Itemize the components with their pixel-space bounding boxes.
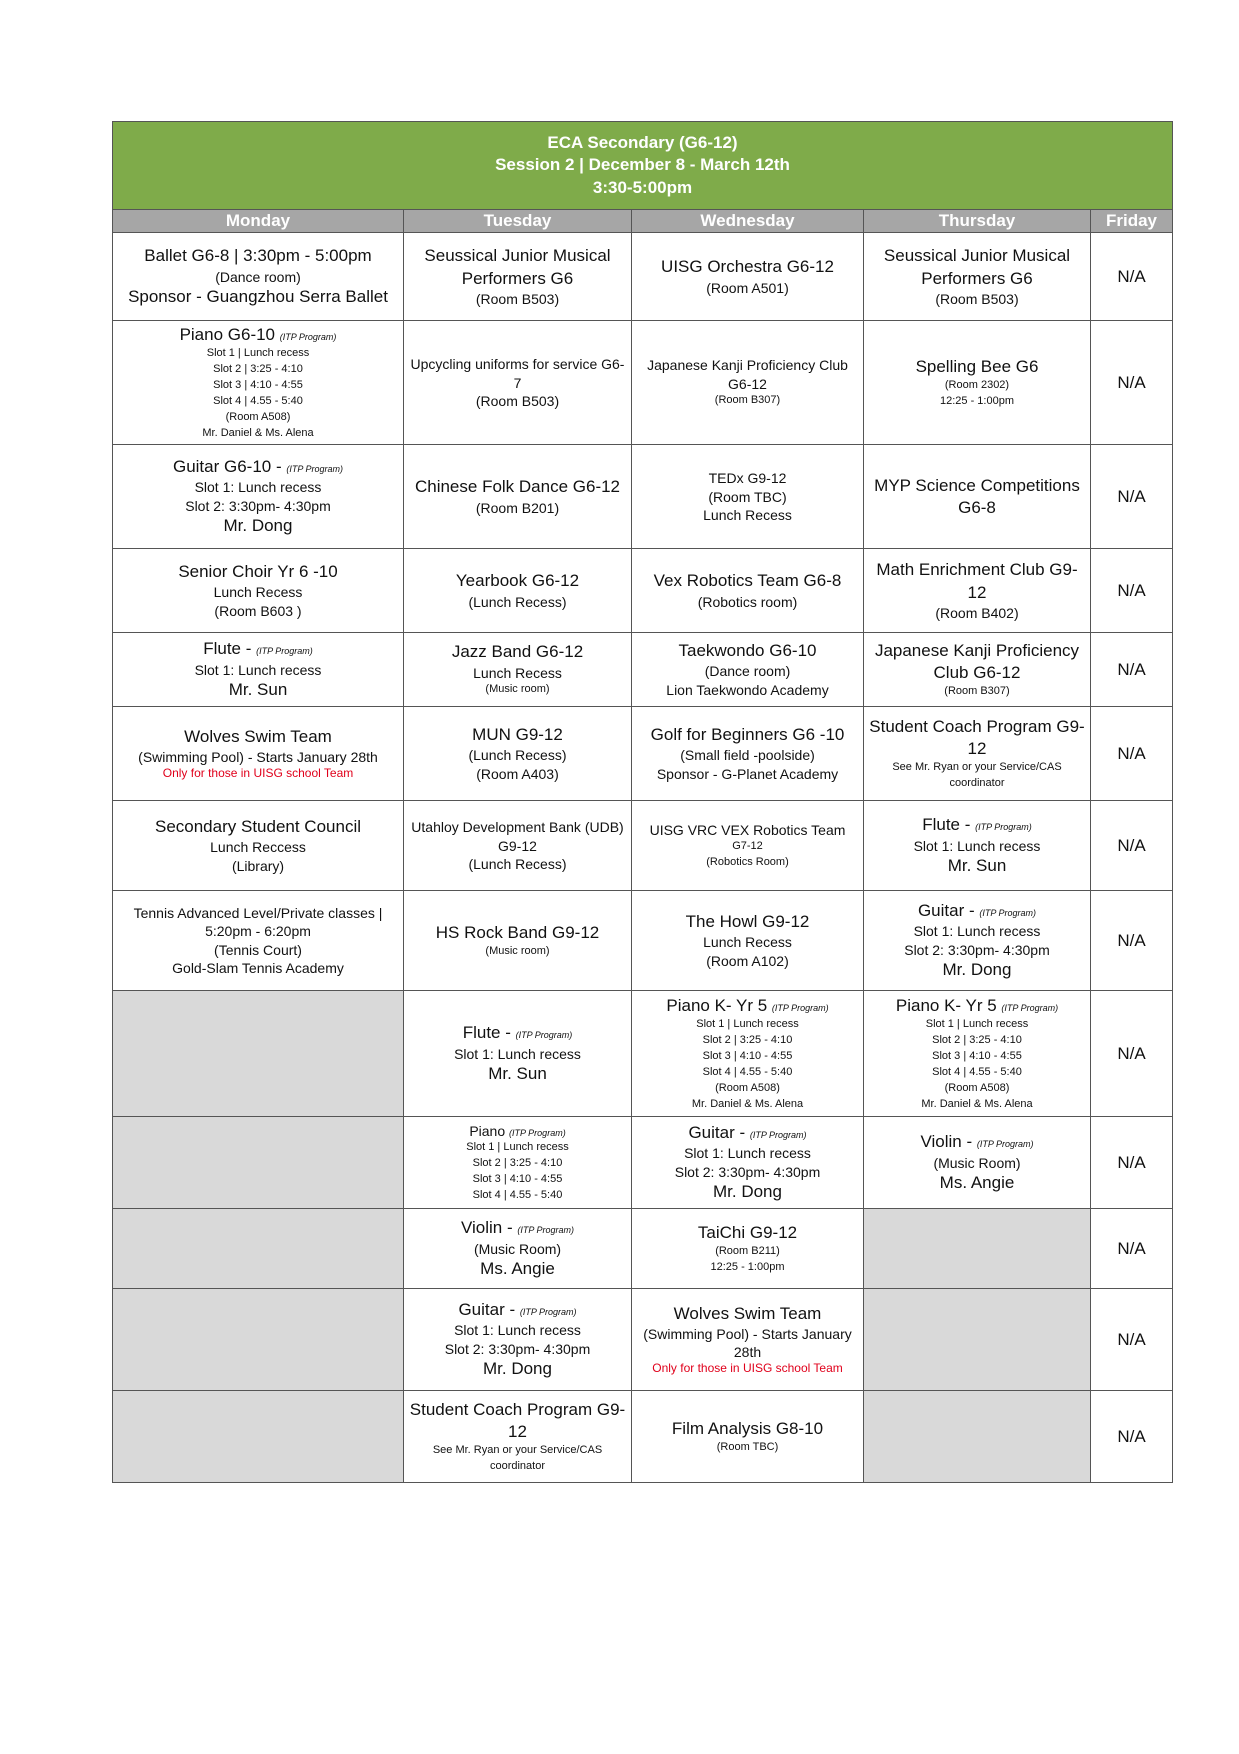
activity-detail: (Room B211) <box>715 1244 780 1257</box>
activity-detail: Mr. Dong <box>483 1358 552 1378</box>
activity-detail: (Room B603 ) <box>214 602 302 619</box>
activity-cell-friday <box>1091 1117 1173 1209</box>
activity-detail: Lunch Recess <box>473 664 562 681</box>
activity-title: UISG Orchestra G6-12 <box>661 257 834 277</box>
empty-cell-monday <box>113 1117 404 1209</box>
empty-cell-monday <box>113 1289 404 1391</box>
activity-cell-wednesday <box>632 1391 864 1483</box>
activity-detail: (Room B307) <box>714 393 781 406</box>
activity-detail: (Room TBC) <box>716 1440 779 1453</box>
activity-detail: Only for those in UISG school Team <box>162 765 354 780</box>
activity-cell-friday <box>1091 1289 1173 1391</box>
friday-status: N/A <box>1117 1329 1146 1349</box>
activity-title: Piano K- Yr 5 (ITP Program) <box>895 995 1059 1015</box>
activity-title: Film Analysis G8-10 <box>671 1418 824 1438</box>
empty-cell-thursday <box>864 1289 1091 1391</box>
activity-cell-friday <box>1091 707 1173 801</box>
program-tag: (ITP Program) <box>515 1030 573 1041</box>
schedule-row <box>113 1391 1173 1483</box>
activity-detail: (Room B201) <box>475 499 560 516</box>
activity-detail: (Room B402) <box>935 604 1019 621</box>
activity-detail: (Room B503) <box>475 290 560 307</box>
friday-status: N/A <box>1117 743 1146 763</box>
activity-detail: 12:25 - 1:00pm <box>710 1260 785 1273</box>
activity-detail: (Tennis Court) <box>214 941 302 958</box>
program-tag: (ITP Program) <box>771 1002 829 1013</box>
activity-title: The Howl G9-12 <box>685 912 810 932</box>
activity-title: Seussical Junior Musical Performers G6 <box>883 246 1071 288</box>
activity-detail: Mr. Dong <box>223 515 293 535</box>
activity-title: Violin - (ITP Program) <box>460 1218 575 1238</box>
activity-cell-wednesday <box>632 321 864 445</box>
activity-title: Guitar - (ITP Program) <box>688 1123 807 1143</box>
activity-cell-wednesday <box>632 1117 864 1209</box>
activity-detail: (Lunch Recess) <box>468 747 567 764</box>
activity-detail: Mr. Sun <box>947 855 1007 875</box>
activity-detail: Only for those in UISG school Team <box>652 1361 843 1376</box>
activity-cell-friday <box>1091 801 1173 891</box>
activity-title: Senior Choir Yr 6 -10 <box>178 562 338 582</box>
activity-detail: Lunch Recess <box>703 506 792 523</box>
activity-detail: (Room B503) <box>475 392 560 409</box>
activity-title: Japanese Kanji Proficiency Club G6-12 <box>647 357 848 392</box>
activity-detail: (Room TBC) <box>708 488 787 505</box>
activity-cell-monday <box>113 321 404 445</box>
activity-cell-tuesday <box>404 1289 632 1391</box>
activity-cell-thursday <box>864 321 1091 445</box>
activity-detail: Slot 2 | 3:25 - 4:10 <box>472 1156 563 1169</box>
schedule-row <box>113 1209 1173 1289</box>
activity-detail: (Room A508) <box>225 410 291 423</box>
day-wednesday: Wednesday <box>632 210 864 233</box>
activity-cell-friday <box>1091 891 1173 991</box>
activity-cell-wednesday <box>632 1209 864 1289</box>
activity-cell-thursday <box>864 707 1091 801</box>
day-header-row <box>113 210 1173 233</box>
program-tag: (ITP Program) <box>509 1127 566 1138</box>
activity-detail: (Room A508) <box>715 1081 780 1094</box>
activity-detail: Slot 1: Lunch recess <box>194 661 322 678</box>
activity-detail: Slot 1 | Lunch recess <box>206 346 310 359</box>
friday-status: N/A <box>1117 486 1146 506</box>
activity-cell-friday <box>1091 321 1173 445</box>
activity-cell-thursday <box>864 233 1091 321</box>
activity-cell-friday <box>1091 233 1173 321</box>
friday-status: N/A <box>1117 1238 1146 1258</box>
activity-title: Piano (ITP Program) <box>469 1122 566 1139</box>
friday-status: N/A <box>1117 1426 1146 1446</box>
program-tag: (ITP Program) <box>979 908 1037 919</box>
friday-status: N/A <box>1117 580 1146 600</box>
title-line-2: Session 2 | December 8 - March 12th <box>495 155 790 175</box>
activity-title: Student Coach Program G9-12 <box>869 716 1085 758</box>
activity-cell-wednesday <box>632 891 864 991</box>
day-tuesday: Tuesday <box>404 210 632 233</box>
activity-title: Flute - (ITP Program) <box>462 1023 573 1043</box>
program-tag: (ITP Program) <box>749 1130 807 1141</box>
activity-title: Upcycling uniforms for service G6-7 <box>410 356 625 391</box>
activity-detail: Lion Taekwondo Academy <box>666 681 829 698</box>
activity-detail: Lunch Reccess <box>210 839 306 856</box>
activity-title: Vex Robotics Team G6-8 <box>653 571 842 591</box>
program-tag: (ITP Program) <box>975 822 1032 833</box>
schedule-row <box>113 707 1173 801</box>
activity-detail: Slot 3 | 4:10 - 4:55 <box>932 1049 1022 1062</box>
schedule-row <box>113 991 1173 1117</box>
activity-detail: (Robotics room) <box>697 593 798 610</box>
activity-detail: Slot 2 | 3:25 - 4:10 <box>213 362 303 375</box>
activity-detail: Ms. Angie <box>480 1258 555 1278</box>
activity-cell-tuesday <box>404 891 632 991</box>
activity-cell-friday <box>1091 1391 1173 1483</box>
activity-detail: Lunch Recess <box>213 584 303 601</box>
activity-title: Utahloy Development Bank (UDB) <box>411 819 624 836</box>
activity-title: Guitar - (ITP Program) <box>458 1300 577 1320</box>
schedule-row <box>113 801 1173 891</box>
activity-title: Flute - (ITP Program) <box>203 639 313 659</box>
empty-cell-monday <box>113 1209 404 1289</box>
activity-cell-monday <box>113 549 404 633</box>
activity-detail: 12:25 - 1:00pm <box>940 394 1014 407</box>
activity-title: Piano G6-10 (ITP Program) <box>179 324 337 344</box>
program-tag: (ITP Program) <box>256 646 313 657</box>
activity-title: Secondary Student Council <box>154 817 362 837</box>
activity-detail: Slot 1: Lunch recess <box>454 1045 581 1062</box>
activity-detail: Sponsor - Guangzhou Serra Ballet <box>128 286 388 306</box>
activity-detail: (Room A501) <box>706 279 789 296</box>
activity-cell-thursday <box>864 991 1091 1117</box>
activity-detail: Slot 4 | 4.55 - 5:40 <box>213 394 303 407</box>
activity-detail: Slot 1: Lunch recess <box>913 923 1041 940</box>
eca-schedule-table <box>112 121 1173 1483</box>
activity-cell-wednesday <box>632 1289 864 1391</box>
activity-cell-thursday <box>864 445 1091 549</box>
activity-cell-friday <box>1091 991 1173 1117</box>
activity-title: TEDx G9-12 <box>708 470 787 487</box>
activity-detail: (Room A102) <box>706 952 789 969</box>
activity-detail: (Room 2302) <box>944 378 1010 391</box>
activity-cell-monday <box>113 633 404 707</box>
activity-detail: (Dance room) <box>704 663 791 680</box>
activity-detail: Slot 3 | 4:10 - 4:55 <box>702 1049 793 1062</box>
program-tag: (ITP Program) <box>976 1139 1034 1150</box>
friday-status: N/A <box>1117 659 1146 679</box>
activity-detail: Slot 2 | 3:25 - 4:10 <box>702 1033 793 1046</box>
activity-title: Taekwondo G6-10 <box>678 641 817 661</box>
activity-detail: (Lunch Recess) <box>468 593 567 610</box>
activity-detail: (Lunch Recess) <box>468 855 567 872</box>
activity-cell-tuesday <box>404 233 632 321</box>
activity-detail: Mr. Dong <box>942 959 1012 979</box>
activity-detail: See Mr. Ryan or your Service/CAS coordinator <box>892 760 1062 789</box>
activity-detail: Slot 1: Lunch recess <box>684 1145 811 1162</box>
activity-detail: (Music room) <box>485 682 550 695</box>
activity-detail: Slot 1: Lunch recess <box>194 479 322 496</box>
activity-detail: G7-12 <box>732 839 763 852</box>
activity-cell-monday <box>113 233 404 321</box>
activity-detail: Slot 2: 3:30pm- 4:30pm <box>185 497 331 514</box>
activity-cell-thursday <box>864 801 1091 891</box>
activity-detail: Slot 2 | 3:25 - 4:10 <box>932 1033 1022 1046</box>
activity-cell-tuesday <box>404 707 632 801</box>
activity-title: HS Rock Band G9-12 <box>435 922 600 942</box>
friday-status: N/A <box>1117 266 1146 286</box>
activity-title: UISG VRC VEX Robotics Team <box>649 821 846 838</box>
program-tag: (ITP Program) <box>1001 1002 1059 1013</box>
program-tag: (ITP Program) <box>286 464 344 475</box>
friday-status: N/A <box>1117 930 1146 950</box>
activity-cell-tuesday <box>404 1209 632 1289</box>
activity-title: TaiChi G9-12 <box>697 1222 798 1242</box>
activity-detail: (Room A508) <box>944 1081 1010 1094</box>
activity-detail: (Library) <box>231 857 285 874</box>
program-tag: (ITP Program) <box>519 1307 577 1318</box>
activity-cell-thursday <box>864 1117 1091 1209</box>
empty-cell-thursday <box>864 1209 1091 1289</box>
activity-title: Jazz Band G6-12 <box>451 642 584 662</box>
activity-detail: (Music Room) <box>933 1154 1021 1171</box>
activity-cell-monday <box>113 707 404 801</box>
schedule-row <box>113 1117 1173 1209</box>
activity-cell-wednesday <box>632 991 864 1117</box>
friday-status: N/A <box>1117 372 1146 392</box>
activity-detail: Slot 1 | Lunch recess <box>925 1017 1029 1030</box>
empty-cell-monday <box>113 991 404 1117</box>
day-thursday: Thursday <box>864 210 1091 233</box>
activity-detail: (Music Room) <box>473 1240 562 1257</box>
activity-cell-wednesday <box>632 633 864 707</box>
activity-title: Japanese Kanji Proficiency Club G6-12 <box>874 640 1080 682</box>
program-tag: (ITP Program) <box>517 1225 575 1236</box>
title-line-3: 3:30-5:00pm <box>592 177 693 197</box>
activity-detail: (Room A403) <box>476 765 559 782</box>
activity-detail: G6-8 <box>958 497 996 517</box>
friday-status: N/A <box>1117 835 1146 855</box>
activity-cell-monday <box>113 445 404 549</box>
activity-detail: Slot 2: 3:30pm- 4:30pm <box>904 941 1050 958</box>
schedule-row <box>113 633 1173 707</box>
activity-detail: Slot 1: Lunch recess <box>454 1322 581 1339</box>
activity-detail: Mr. Sun <box>488 1063 547 1083</box>
activity-title: Student Coach Program G9-12 <box>409 1399 626 1441</box>
activity-cell-wednesday <box>632 801 864 891</box>
activity-cell-wednesday <box>632 549 864 633</box>
activity-cell-tuesday <box>404 991 632 1117</box>
activity-title: Seussical Junior Musical Performers G6 <box>424 246 611 288</box>
activity-detail: Slot 2: 3:30pm- 4:30pm <box>444 1340 591 1357</box>
schedule-row <box>113 321 1173 445</box>
activity-cell-wednesday <box>632 445 864 549</box>
schedule-row <box>113 549 1173 633</box>
activity-title: Guitar G6-10 - (ITP Program) <box>172 457 344 477</box>
empty-cell-monday <box>113 1391 404 1483</box>
program-tag: (ITP Program) <box>279 331 337 342</box>
activity-detail: (Swimming Pool) - Starts January 28th <box>643 1325 852 1360</box>
activity-cell-wednesday <box>632 233 864 321</box>
activity-title: Chinese Folk Dance G6-12 <box>414 477 621 497</box>
friday-status: N/A <box>1117 1043 1146 1063</box>
activity-title: Piano K- Yr 5 (ITP Program) <box>666 995 829 1015</box>
activity-detail: (Robotics Room) <box>706 855 789 868</box>
schedule-body <box>113 233 1173 1483</box>
activity-detail: Slot 4 | 4.55 - 5:40 <box>932 1065 1022 1078</box>
activity-cell-tuesday <box>404 1117 632 1209</box>
activity-detail: See Mr. Ryan or your Service/CAS coordinator <box>432 1443 603 1472</box>
activity-detail: Slot 4 | 4.55 - 5:40 <box>702 1065 793 1078</box>
activity-detail: Slot 2: 3:30pm- 4:30pm <box>674 1163 821 1180</box>
activity-detail: Mr. Sun <box>228 679 288 699</box>
schedule-row <box>113 891 1173 991</box>
activity-detail: Slot 3 | 4:10 - 4:55 <box>472 1172 563 1185</box>
schedule-row <box>113 445 1173 549</box>
activity-detail: Mr. Daniel & Ms. Alena <box>202 426 314 439</box>
activity-cell-tuesday <box>404 549 632 633</box>
activity-cell-friday <box>1091 445 1173 549</box>
activity-title: Spelling Bee G6 <box>915 356 1039 376</box>
activity-title: Guitar - (ITP Program) <box>917 901 1037 921</box>
activity-title: MUN G9-12 <box>472 725 563 745</box>
activity-cell-tuesday <box>404 1391 632 1483</box>
day-friday: Friday <box>1091 210 1173 233</box>
activity-title: MYP Science Competitions <box>874 475 1080 495</box>
activity-cell-thursday <box>864 633 1091 707</box>
activity-title: Wolves Swim Team <box>184 726 332 746</box>
activity-detail: Lunch Recess <box>703 934 792 951</box>
activity-cell-thursday <box>864 549 1091 633</box>
activity-detail: (Swimming Pool) - Starts January 28th <box>138 748 378 765</box>
activity-title: Golf for Beginners G6 -10 <box>650 725 845 745</box>
activity-cell-tuesday <box>404 321 632 445</box>
activity-detail: (Music room) <box>485 944 550 957</box>
activity-detail: Slot 4 | 4.55 - 5:40 <box>472 1188 563 1201</box>
activity-cell-tuesday <box>404 445 632 549</box>
activity-cell-monday <box>113 801 404 891</box>
activity-detail: Mr. Daniel & Ms. Alena <box>691 1097 804 1110</box>
activity-detail: Slot 1: Lunch recess <box>913 837 1041 854</box>
activity-cell-wednesday <box>632 707 864 801</box>
friday-status: N/A <box>1117 1152 1146 1172</box>
activity-detail: (Room B307) <box>944 684 1010 697</box>
title-line-1: ECA Secondary (G6-12) <box>547 133 738 153</box>
activity-detail: (Room B503) <box>935 290 1019 307</box>
activity-detail: G9-12 <box>498 837 537 854</box>
activity-detail: Mr. Daniel & Ms. Alena <box>921 1097 1033 1110</box>
activity-detail: Gold-Slam Tennis Academy <box>172 959 344 976</box>
activity-detail: Ms. Angie <box>939 1172 1015 1192</box>
activity-cell-tuesday <box>404 801 632 891</box>
activity-detail: (Dance room) <box>215 268 301 285</box>
activity-cell-thursday <box>864 891 1091 991</box>
activity-detail: Slot 1 | Lunch recess <box>696 1017 799 1030</box>
schedule-title <box>113 122 1173 210</box>
activity-cell-friday <box>1091 633 1173 707</box>
activity-detail: (Small field -poolside) <box>680 747 815 764</box>
activity-cell-tuesday <box>404 633 632 707</box>
activity-detail: Sponsor - G-Planet Academy <box>656 765 839 782</box>
schedule-row <box>113 233 1173 321</box>
schedule-row <box>113 1289 1173 1391</box>
activity-title: Math Enrichment Club G9-12 <box>876 560 1078 602</box>
activity-detail: Mr. Dong <box>713 1181 782 1201</box>
activity-title: Flute - (ITP Program) <box>922 815 1032 835</box>
activity-title: Wolves Swim Team <box>673 1303 822 1323</box>
activity-title: Violin - (ITP Program) <box>920 1132 1034 1152</box>
activity-title: Ballet G6-8 | 3:30pm - 5:00pm <box>144 246 372 266</box>
empty-cell-thursday <box>864 1391 1091 1483</box>
activity-cell-friday <box>1091 549 1173 633</box>
day-monday: Monday <box>113 210 404 233</box>
activity-detail: Slot 3 | 4:10 - 4:55 <box>213 378 303 391</box>
activity-cell-friday <box>1091 1209 1173 1289</box>
activity-cell-monday <box>113 891 404 991</box>
activity-title: Yearbook G6-12 <box>455 571 580 591</box>
activity-title: Tennis Advanced Level/Private classes | 5:20pm - 6:20pm <box>133 905 383 940</box>
activity-detail: Slot 1 | Lunch recess <box>466 1140 569 1153</box>
